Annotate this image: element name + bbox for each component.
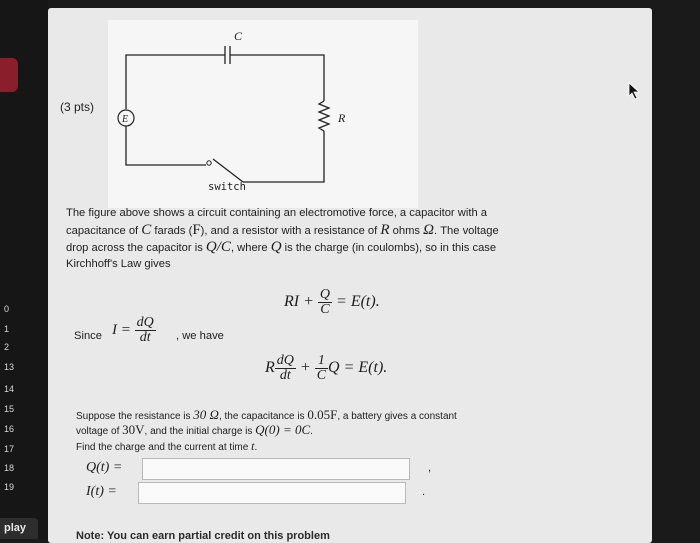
intro-line-2: capacitance of C farads (F), and a resistor with a resistance of R ohms Ω. The voltage — [66, 222, 499, 238]
line-number: 14 — [4, 384, 15, 394]
line-number: 15 — [4, 404, 15, 414]
line-number: 1 — [4, 324, 10, 334]
line-number: 18 — [4, 463, 15, 473]
charge-answer-suffix: , — [428, 462, 432, 474]
we-have-label: , we have — [176, 330, 224, 342]
givens-line-1: Suppose the resistance is 30 Ω, the capacitance is 0.05F, a battery gives a constant — [76, 407, 457, 422]
givens-line-3: Find the charge and the current at time t. — [76, 439, 258, 453]
line-number: 2 — [4, 342, 10, 352]
since-label: Since — [74, 330, 102, 342]
givens-line-2: voltage of 30V, and the initial charge is Q(0) = 0C. — [76, 422, 313, 437]
differential-equation: R $\frac{dQ}{dt}$ + $\frac{1}{C}$ Q = E(t). — [265, 353, 388, 383]
current-answer-input[interactable] — [138, 482, 406, 504]
line-number: 13 — [4, 362, 15, 372]
line-number: 19 — [4, 482, 15, 492]
resistor-label: R — [338, 111, 346, 125]
current-definition: I = $\frac{dQ}{dt}$ — [112, 315, 154, 345]
sidebar-tab[interactable] — [0, 58, 18, 92]
mouse-cursor-icon — [628, 82, 640, 100]
problem-panel — [48, 8, 652, 543]
current-answer-label: I(t) = — [86, 484, 117, 499]
intro-line-3: drop across the capacitor is Q/C, where Q is the charge (in coulombs), so in this case — [66, 239, 497, 255]
partial-credit-note: Note: You can earn partial credit on this problem — [76, 530, 330, 542]
charge-answer-label: Q(t) = — [86, 460, 123, 475]
intro-line-4: Kirchhoff's Law gives — [66, 258, 171, 270]
left-gutter — [0, 0, 48, 539]
switch-label: switch — [208, 181, 246, 193]
play-button[interactable]: play — [0, 518, 38, 539]
circuit-diagram — [48, 8, 652, 208]
capacitor-label: C — [234, 29, 243, 43]
charge-answer-input[interactable] — [142, 458, 410, 480]
line-number: 0 — [4, 304, 10, 314]
emf-label: E — [122, 114, 129, 125]
line-number: 17 — [4, 444, 15, 454]
intro-line-1: The figure above shows a circuit containing an electromotive force, a capacitor with a — [66, 207, 487, 219]
kirchhoff-equation: RI + $\frac{Q}{C}$ = E(t). — [284, 287, 380, 317]
line-number: 16 — [4, 424, 15, 434]
current-answer-suffix: . — [422, 486, 426, 498]
points-label: (3 pts) — [60, 100, 95, 114]
